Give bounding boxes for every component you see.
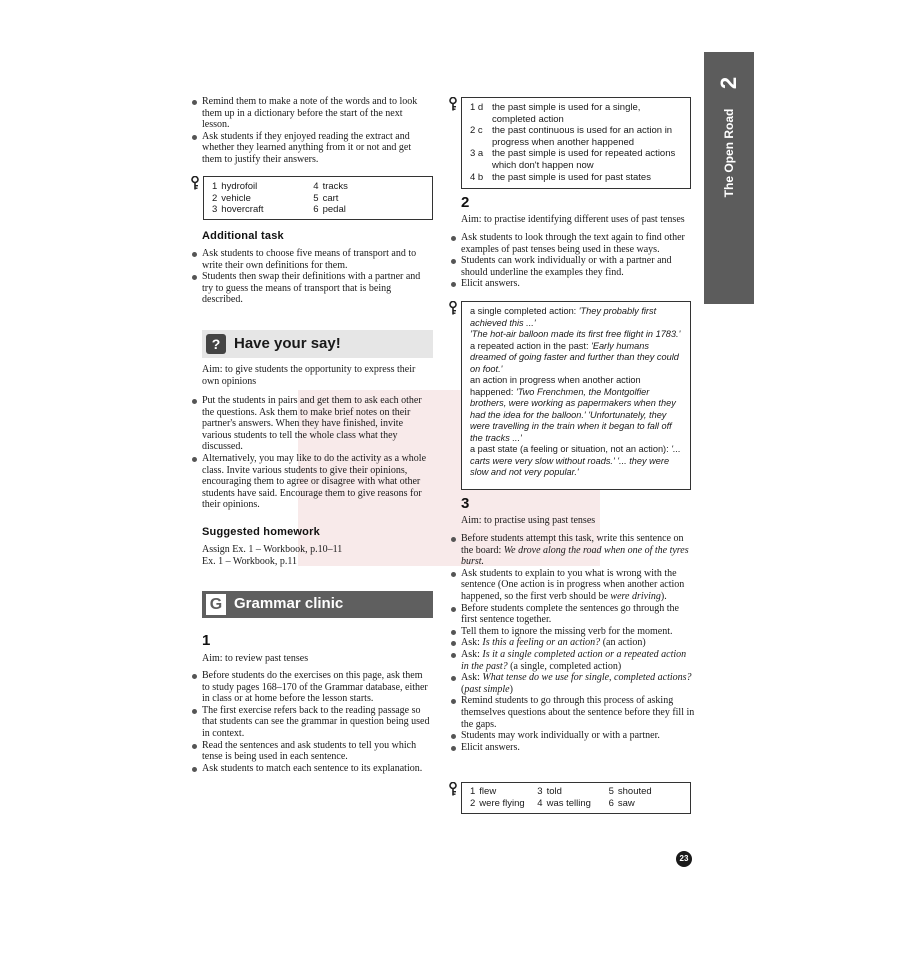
answer-quote: 'They probably first achieved this ...' [470, 306, 657, 328]
answer-text: the past simple is used for past states [492, 171, 651, 183]
table-row [212, 193, 352, 205]
grammar-icon: G [206, 594, 226, 615]
homework-lines [202, 544, 432, 567]
answer-text: was telling [546, 797, 591, 809]
answer-number: 4 [537, 797, 543, 809]
page-number: 23 [676, 851, 692, 867]
answer-number: 2 [212, 192, 218, 204]
exercise-aim: Aim: to review past tenses [202, 653, 309, 664]
list-item: Ask students if they enjoyed reading the extract and whether they learned anything from it or not and get them to justify their answers. [191, 131, 432, 166]
answer-number: 4 [313, 181, 319, 192]
homework-line: Assign Ex. 1 – Workbook, p.10–11 [202, 544, 343, 555]
answer-number: 5 [313, 192, 319, 204]
answer-line [470, 375, 682, 444]
ex3-answer-box [461, 782, 691, 814]
item-text: Ask: [461, 637, 483, 649]
table-row [470, 798, 656, 810]
list-item: Ask students to choose five means of transport and to write their own definitions for them. [191, 248, 432, 271]
additional-task-heading: Additional task [202, 230, 284, 242]
unit-title: The Open Road [722, 108, 736, 198]
unit-side-tab [704, 52, 754, 304]
answer-line [470, 306, 682, 329]
answer-label: a single completed action: [470, 306, 579, 316]
exercise-aim: Aim: to practise using past tenses [461, 515, 596, 526]
ex2-list [450, 232, 695, 290]
list-item: Elicit answers. [450, 278, 695, 290]
answer-number: 3 a [470, 148, 484, 160]
table-row [212, 204, 352, 216]
vocab-answer-box [203, 176, 433, 220]
answer-number: 5 [608, 786, 614, 797]
answer-line [470, 329, 682, 341]
answer-number: 2 c [470, 125, 483, 137]
item-text: Before students attempt this task, write this sentence on the board: [461, 533, 684, 556]
list-item: Read the sentences and ask students to tell you which tense is being used in each sentence. [191, 740, 432, 763]
answer-text: vehicle [221, 192, 251, 204]
answer-text: were flying [479, 797, 525, 809]
table-row [470, 786, 656, 798]
answer-text: tracks [322, 181, 348, 192]
item-text: ). [660, 590, 667, 602]
answer-label: a past state (a feeling or situation, not an action): [470, 444, 672, 454]
ex3-list [450, 533, 695, 753]
key-icon [190, 176, 200, 190]
additional-task-list [191, 248, 432, 306]
answer-text: shouted [617, 786, 652, 797]
exercise-number: 3 [461, 495, 470, 512]
answer-text: flew [479, 786, 497, 797]
answer-number: 4 b [470, 171, 484, 183]
item-italic: What tense do we use for single, completed actions? [482, 672, 692, 684]
exercise-number: 1 [202, 632, 211, 649]
list-item: Before students do the exercises on this page, ask them to study pages 168–170 of the Grammar database, either in class or at home before the lesson starts. [191, 670, 432, 705]
ex1-answer-box [461, 97, 691, 189]
answer-quote: 'The hot-air balloon made its first free flight in 1783.' [470, 329, 681, 339]
have-your-say-bar [202, 330, 433, 358]
grammar-clinic-bar [202, 591, 433, 618]
answer-number: 1 [470, 786, 476, 797]
key-icon [448, 301, 458, 315]
section-title: Grammar clinic [234, 595, 344, 612]
speech-bubble-icon: ? [206, 334, 226, 354]
answer-number: 2 [470, 797, 476, 809]
item-italic: Is it a single completed action or a repeated action in the past? [461, 648, 687, 672]
answer-label: a repeated action in the past: [470, 340, 592, 351]
answer-text: the past simple is used for repeated actions which don't happen now [492, 148, 676, 171]
grammar-list [191, 670, 432, 774]
list-item: Students then swap their definitions with a partner and try to guess the means of transport that is being described. [191, 271, 432, 306]
answer-text: hydrofoil [221, 181, 258, 192]
table-row [212, 181, 352, 193]
answer-number: 3 [537, 786, 543, 797]
answer-text: pedal [322, 204, 346, 216]
table-row [470, 148, 684, 171]
list-item: Remind students to go through this process of asking themselves questions about the sentence before they fill in the gaps. [450, 695, 695, 730]
answer-text: cart [322, 192, 339, 204]
list-item: Ask: What tense do we use for single, completed actions? (past simple) [450, 672, 695, 695]
answer-text: hovercraft [221, 204, 264, 216]
answer-text: saw [617, 797, 635, 809]
item-text: Ask: [461, 648, 483, 660]
item-text: (a single, completed action) [507, 660, 622, 672]
ex2-answer-box [461, 301, 691, 490]
list-item: Put the students in pairs and get them to ask each other the questions. Ask them to make brief notes on their partner's answers. When they have finished, invite various students to tell the whole class what they discussed. [191, 395, 432, 453]
item-italic: We drove along the road when one of the tyres burst. [461, 544, 689, 568]
table-row [470, 172, 684, 184]
answer-label: an action in progress when another action happened: [470, 375, 641, 397]
list-item [450, 637, 695, 649]
homework-line: Ex. 1 – Workbook, p.11 [202, 555, 298, 567]
answer-quote: '... carts were very slow without roads.' '... they were slow and not very popular.' [470, 444, 681, 477]
item-text: (an action) [600, 637, 646, 649]
answer-number: 1 [212, 181, 218, 192]
list-item: Ask students to match each sentence to its explanation. [191, 763, 432, 775]
list-item [450, 649, 695, 672]
answer-number: 1 d [470, 102, 484, 113]
item-text: Ask: [461, 672, 483, 684]
list-item [450, 533, 695, 568]
item-text: Ask students to explain to you what is wrong with the sentence (One action is in progress when another action happened, so the first verb should be [461, 567, 685, 602]
list-item: Before students complete the sentences go through the first sentence together. [450, 603, 695, 626]
left-intro [191, 96, 432, 166]
homework-heading: Suggested homework [202, 526, 320, 538]
item-italic: Is this a feeling or an action? [482, 637, 601, 649]
item-italic: were driving [610, 590, 661, 602]
list-item: Elicit answers. [450, 742, 695, 754]
answer-quote: 'Early humans dreamed of going faster and further than they could on foot.' [470, 340, 679, 374]
item-italic: past simple [464, 683, 510, 695]
list-item: Students can work individually or with a partner and should underline the examples they find. [450, 255, 695, 278]
list-item: Students may work individually or with a partner. [450, 730, 695, 742]
key-icon [448, 782, 458, 796]
key-icon [448, 97, 458, 111]
have-your-say-list [191, 395, 432, 511]
answer-number: 6 [313, 204, 319, 216]
exercise-aim: Aim: to practise identifying different uses of past tenses [461, 214, 685, 225]
have-your-say-aim: Aim: to give students the opportunity to express their own opinions [202, 364, 416, 387]
answer-number: 6 [608, 797, 614, 809]
answer-text: told [546, 786, 562, 797]
list-item: Ask students to look through the text again to find other examples of past tenses being used in these ways. [450, 232, 695, 255]
table-row [470, 102, 684, 125]
unit-number: 2 [716, 76, 741, 90]
list-item: Tell them to ignore the missing verb for the moment. [450, 626, 695, 638]
section-title: Have your say! [234, 335, 341, 352]
answer-line [470, 444, 682, 479]
list-item: Remind them to make a note of the words and to look them up in a dictionary before the start of the next lesson. [191, 96, 432, 131]
answer-number: 3 [212, 204, 218, 216]
list-item: The first exercise refers back to the reading passage so that students can see the grammar in question being used in context. [191, 705, 432, 740]
answer-text: the past simple is used for a single, completed action [492, 102, 641, 125]
answer-line [470, 341, 682, 376]
list-item [450, 568, 695, 603]
exercise-number: 2 [461, 194, 470, 211]
answer-text: the past continuous is used for an action in progress when another happened [492, 125, 673, 148]
table-row [470, 125, 684, 148]
answer-quote: 'Two Frenchmen, the Montgolfier brothers, were working as papermakers when they had the idea for the balloon.' 'Unfortunately, they were travelling in the train when it began to fall off the tracks ...' [470, 386, 676, 443]
list-item: Alternatively, you may like to do the activity as a whole class. Invite various students to give their opinions, encouraging them to agree or disagree with what other students have said. Encourage them to give reasons for their opinions. [191, 453, 432, 511]
